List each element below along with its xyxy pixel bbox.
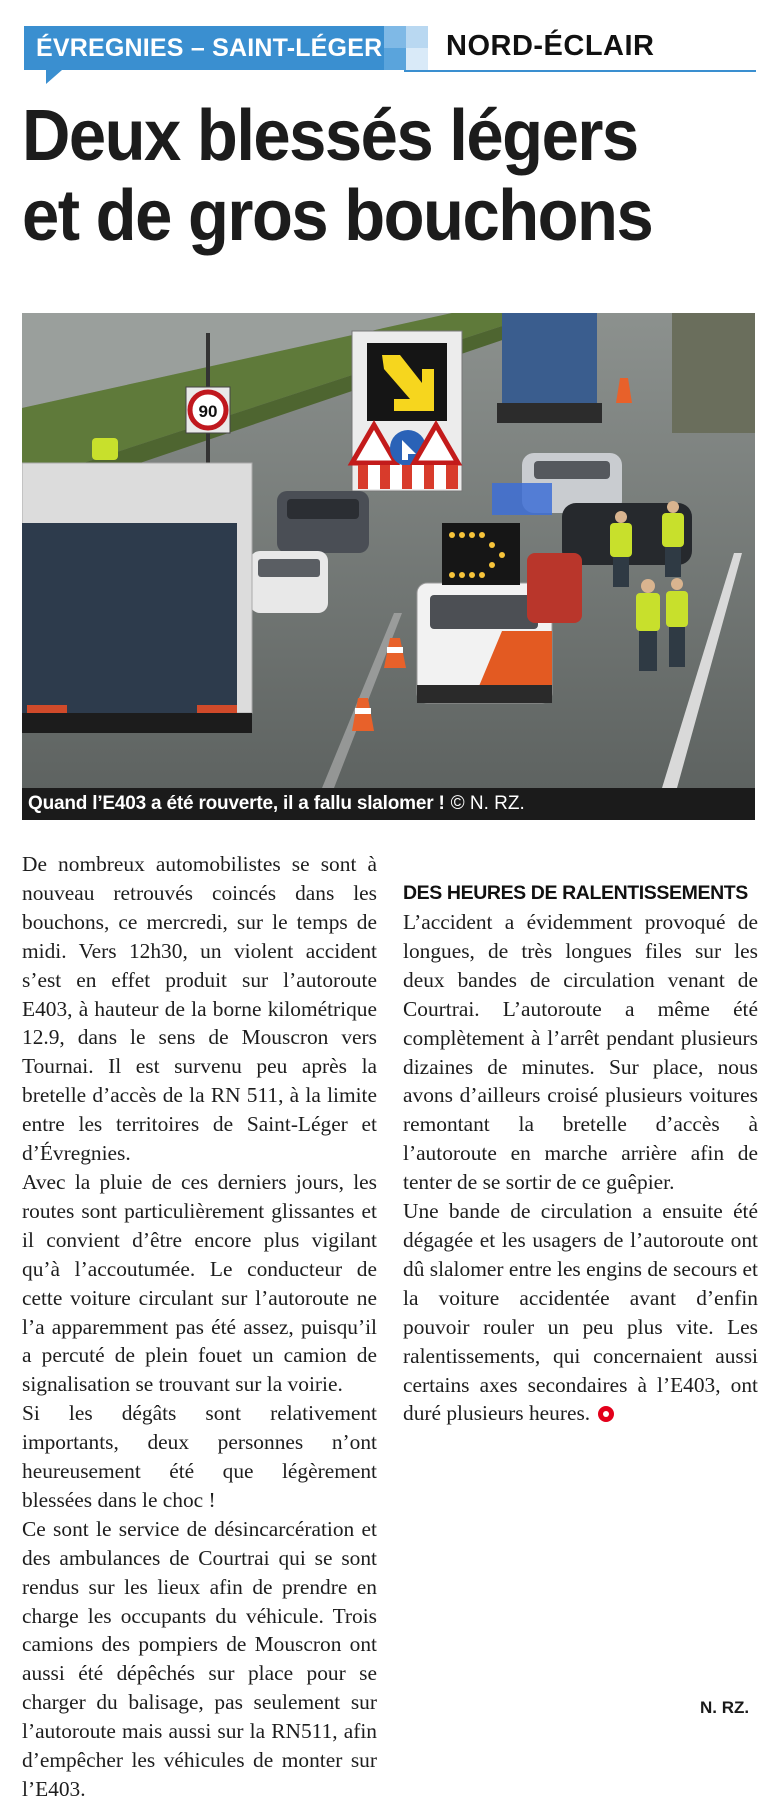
article-column-left — [22, 850, 377, 1804]
decorative-squares — [384, 26, 444, 70]
end-of-article-icon — [598, 1406, 614, 1422]
section-subhead: DES HEURES DE RALENTISSEMENTS — [403, 882, 748, 904]
speed-sign-text: 90 — [198, 402, 218, 421]
paragraph-6: Une bande de circulation a ensuite été dégagée et les usagers de l’autoroute ont dû slalomer entre les engins de secours et la voiture accidentée avant d’enfin pouvoir rouler un peu plus vite. Les ralentissements, qui concernaient aussi certains axes secondaires à l’E403, ont duré plusieurs heures. — [403, 1199, 758, 1426]
paragraph-4: Ce sont le service de désincarcération et des ambulances de Courtrai qui se sont rendus sur les lieux afin de prendre en charge les occupants du véhicule. Trois camions des pompiers de Mouscron ont aussi été dépêchés sur place pour se charger du balisage, pas seulement sur l’autoroute mais aussi sur la RN511, afin d’empêcher les véhicules de monter sur l’E403. — [22, 1516, 377, 1801]
header-rule — [404, 70, 756, 72]
newspaper-masthead: NORD-ÉCLAIR — [446, 30, 655, 62]
headline-line-2: et de gros bouchons — [22, 176, 653, 256]
paragraph-5: L’accident a évidemment provoqué de longues, de très longues files sur les deux bandes de circulation venant de Courtrai. L’autoroute a même été complètement à l’arrêt pendant plusieurs dizaines de minutes. Sur place, nous avons d’ailleurs croisé plusieurs voitures remontant la bretelle d’accès à l’autoroute en marche arrière afin de tenter de se sortir de ce guêpier. — [403, 910, 758, 1195]
article-column-right — [403, 850, 758, 1428]
headline — [22, 96, 710, 256]
kicker-notch — [46, 70, 62, 84]
article-header — [24, 26, 756, 86]
accident-photo — [22, 313, 755, 788]
photo-caption — [22, 788, 755, 820]
headline-line-1: Deux blessés légers — [22, 96, 638, 176]
location-kicker: ÉVREGNIES – SAINT-LÉGER — [24, 26, 384, 70]
photo-illustration — [22, 313, 755, 788]
paragraph-6-wrapper — [403, 1197, 758, 1428]
paragraph-3: Si les dégâts sont relativement importants, deux personnes n’ont heureusement été que légèrement blessées dans le choc ! — [22, 1401, 377, 1512]
photo-credit: © N. RZ. — [450, 793, 525, 814]
author-signature: N. RZ. — [700, 1698, 750, 1717]
paragraph-2: Avec la pluie de ces derniers jours, les routes sont particulièrement glissantes et il convient d’être encore plus vigilant qu’à l’accoutumée. Le conducteur de cette voiture circulant sur l’autoroute ne l’a apparemment pas été assez, puisqu’il a percuté de plein fouet un camion de signalisation se trouvant sur la voirie. — [22, 1169, 377, 1397]
caption-text: Quand l’E403 a été rouverte, il a fallu slalomer ! — [28, 793, 445, 814]
paragraph-1: De nombreux automobilistes se sont à nouveau retrouvés coincés dans les bouchons, ce mercredi, sur le temps de midi. Vers 12h30, un violent accident s’est en effet produit sur l’autoroute E403, à hauteur de la borne kilométrique 12.9, dans le sens de Mouscron vers Tournai. Il est survenu peu après la bretelle d’accès de la RN 511, à la limite entre les territoires de Saint-Léger et d’Évregnies. — [22, 852, 377, 1166]
